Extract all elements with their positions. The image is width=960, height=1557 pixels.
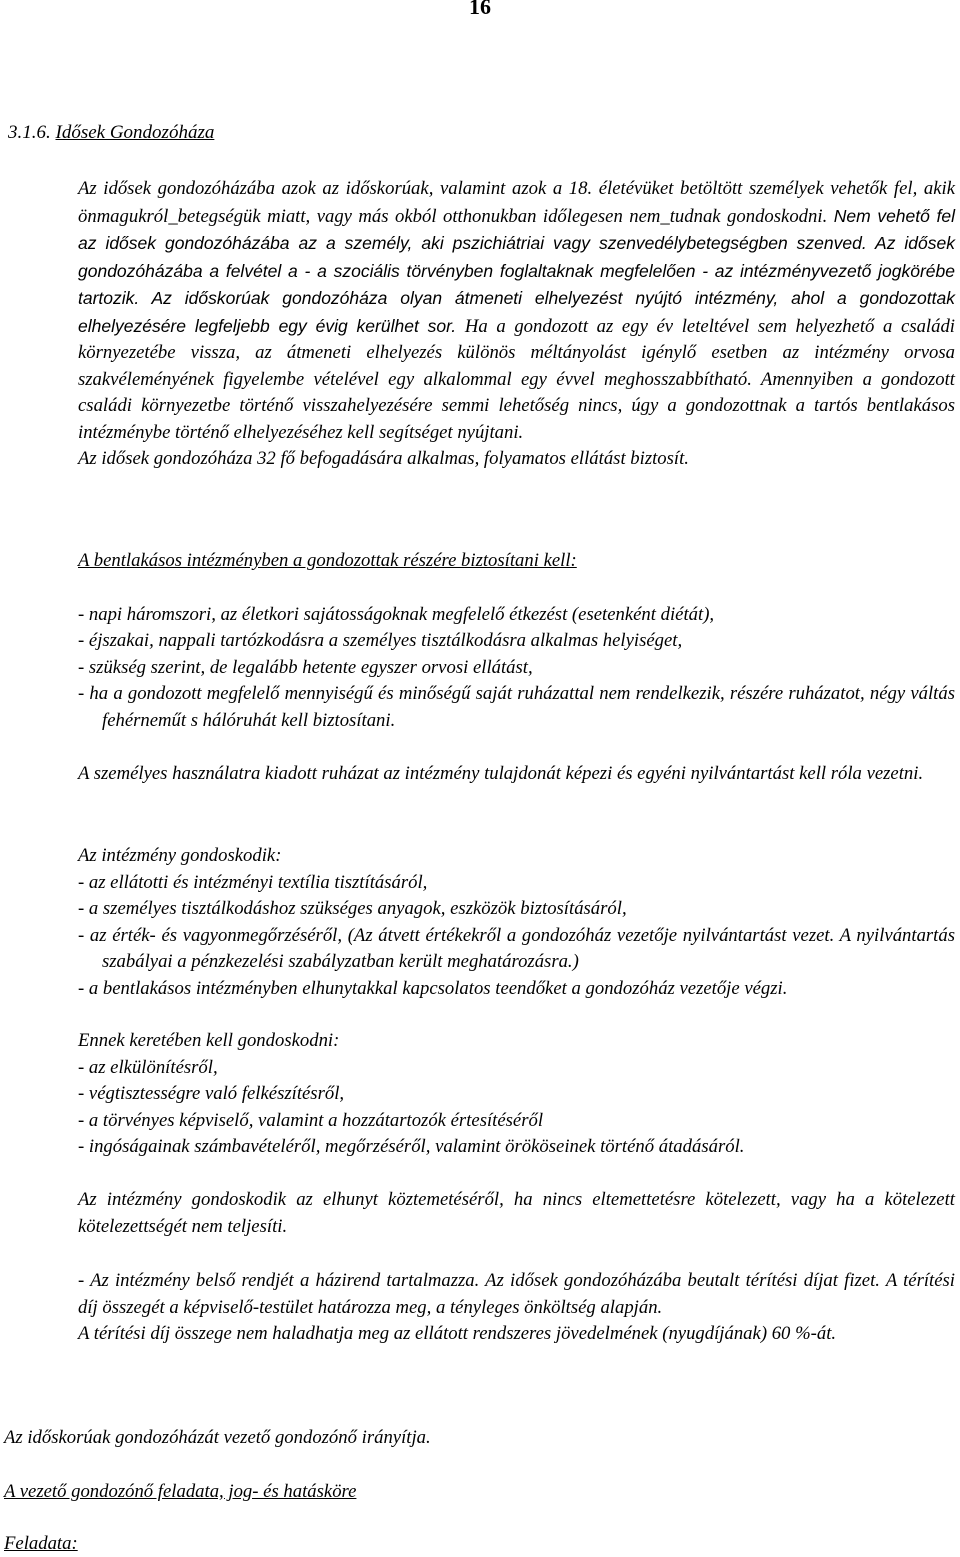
task-heading: Feladata: (4, 1533, 78, 1554)
fees-paragraph-1: - Az intézmény belső rendjét a házirend tartalmazza. Az idősek gondozóházába beutalt térítési díjat fizet. A térítési díj összegét a képviselő-testület határozza meg, a tényleges önköltség alapján. (78, 1270, 955, 1318)
page-number: 16 (469, 0, 491, 19)
fees-section (78, 1268, 955, 1348)
clothing-paragraph (78, 761, 955, 788)
intro-part-3: Ha a gondozott az egy év leteltével sem helyezhető a családi környezetébe vissza, az átmeneti elhelyezés különös méltányolást igénylő esetben az intézmény orvosa szakvéleményének figyelembe vételével egy alkalommal egy évvel meghosszabbítható. Amennyiben a gondozott családi környezetbe történő visszahelyezésére semmi lehetőség nincs, úgy a gondozottnak a tartós bentlakásos intézménybe történő elhelyezéséhez kell segítséget nyújtani. (78, 315, 956, 443)
provide-heading: A bentlakásos intézményben a gondozottak részére biztosítani kell: (78, 550, 577, 571)
fees-paragraph-2: A térítési díj összege nem haladhatja meg az ellátott rendszeres jövedelmének (nyugdíjának) 60 %-át. (78, 1323, 837, 1344)
intro-paragraph (78, 176, 955, 473)
framework-section (78, 1028, 955, 1161)
provide-section (78, 548, 955, 734)
intro-part-1: Az idősek gondozóházába azok az időskorúak, valamint azok a 18. életévüket betöltött személyek vehetők fel, akik önmagukról_betegségük miatt, vagy más okból otthonukban időlegesen nem_tudnak gondoskodni. (78, 178, 955, 227)
list-item: - ha a gondozott megfelelő mennyiségű és minőségű saját ruházattal nem rendelkezik, részére ruházatot, négy váltás fehérneműt s hálóruhát kell biztosítani. (78, 683, 955, 731)
intro-part-2: Nem vehető fel az idősek gondozóházába az a személy, aki pszichiátriai vagy szenvedélybetegségben szenved. Az idősek gondozóházába a felvétel a - a szociális törvényben foglaltaknak megfelelően - az intézményvezető jogkörébe tartozik. Az időskorúak gondozóháza olyan átmeneti elhelyezést nyújtó intézmény, ahol a gondozottak elhelyezésére legfeljebb egy évig kerülhet sor. (78, 205, 955, 336)
care-heading: Az intézmény gondoskodik: (78, 845, 282, 866)
burial-text: Az intézmény gondoskodik az elhunyt köztemetéséről, ha nincs eltemettetésre kötelezett, vagy ha a kötelezett kötelezettségét nem teljesíti. (78, 1189, 955, 1237)
duties-heading: A vezető gondozónő feladata, jog- és hatásköre (4, 1481, 357, 1502)
list-item: - napi háromszori, az életkori sajátosságoknak megfelelő étkezést (esetenként diétát), (78, 603, 715, 625)
list-item: - a bentlakásos intézményben elhunytakkal kapcsolatos teendőket a gondozóház vezetője végzi. (78, 977, 788, 999)
section-heading (8, 122, 214, 144)
list-item: - szükség szerint, de legalább hetente egyszer orvosi ellátást, (78, 656, 533, 678)
list-item: - a személyes tisztálkodáshoz szükséges anyagok, eszközök biztosításáról, (78, 898, 627, 919)
list-item: - ingóságainak számbavételéről, megőrzéséről, valamint örököseinek történő átadásáról. (78, 1136, 745, 1157)
list-item: - az érték- és vagyonmegőrzéséről, (Az átvett értékekről a gondozóház vezetője nyilvántartást vezet. A nyilvántartás szabályai a pénzkezelési szabályzatban került meghatározásra.) (78, 924, 955, 972)
section-number: 3.1.6. (8, 122, 51, 143)
list-item: - éjszakai, nappali tartózkodásra a személyes tisztálkodásra alkalmas helyiséget, (78, 630, 683, 651)
list-item: - az elkülönítésről, (78, 1056, 218, 1078)
list-item: - az ellátotti és intézményi textília tisztításáról, (78, 871, 428, 893)
framework-heading: Ennek keretében kell gondoskodni: (78, 1030, 340, 1051)
list-item: - végtisztességre való felkészítésről, (78, 1083, 345, 1104)
list-item: - a törvényes képviselő, valamint a hozzátartozók értesítéséről (78, 1109, 544, 1131)
section-title: Idősek Gondozóháza (55, 122, 215, 143)
care-section (78, 843, 955, 1002)
burial-paragraph (78, 1187, 955, 1240)
capacity-statement: Az idősek gondozóháza 32 fő befogadására alkalmas, folyamatos ellátást biztosít. (78, 448, 689, 469)
management-text: Az időskorúak gondozóházát vezető gondozónő irányítja. (4, 1427, 431, 1448)
clothing-text: A személyes használatra kiadott ruházat az intézmény tulajdonát képezi és egyéni nyilvántartást kell róla vezetni. (78, 763, 924, 784)
